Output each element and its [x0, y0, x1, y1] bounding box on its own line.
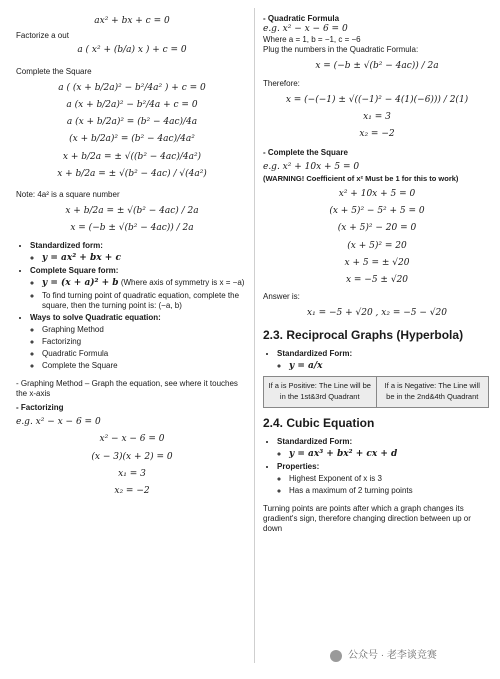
answer-equation: x₁ = −5 + √20 , x₂ = −5 − √20 [307, 308, 447, 319]
factorize-label: Factorize a out [16, 31, 69, 41]
quadratic-bullets [16, 241, 248, 372]
cs-form-eq: y = (x + a)² + b [42, 277, 119, 288]
column-divider [254, 8, 255, 663]
std-form-eq: ◦ y = ax² + bx + c [42, 253, 248, 264]
cs-warning: (WARNING! Coefficient of x² Must be 1 for this to work) [263, 173, 459, 183]
qf-substitution: x = (−(−1) ± √((−1)² − 4(1)(−6))) / 2(1) [285, 94, 469, 105]
after-note-1: x + b/2a = ± √(b² − 4ac) / 2a [65, 206, 199, 216]
way-graphing: ◦ Graphing Method [42, 325, 248, 335]
cubic-std-eq: ◦ y = ax³ + bx² + cx + d [289, 449, 491, 460]
ways-item [30, 313, 248, 371]
cubic-std-item [277, 437, 491, 460]
cubic-props-title: Properties: [277, 461, 320, 471]
qf-example: e.g. x² − x − 6 = 0 [263, 24, 348, 34]
cs-right-step-3: (x + 5)² − 20 = 0 [337, 223, 417, 234]
recip-std-eq: ◦ y = a/x [289, 361, 491, 372]
recip-std-title: Standardized Form: [277, 348, 353, 358]
cs-right-step-1: x² + 10x + 5 = 0 [338, 188, 416, 199]
fact-step-4: x₂ = −2 [114, 486, 150, 496]
cs-step-6: x + b/2a = ± √(b² − 4ac) / √(4a²) [57, 168, 207, 179]
equation-factor: a ( x² + (b/a) x ) + c = 0 [77, 45, 187, 56]
ways-title: Ways to solve Quadratic equation: [30, 313, 161, 322]
section-cubic-title: 2.4. Cubic Equation [263, 415, 375, 430]
answer-label: Answer is: [263, 292, 300, 302]
cs-form-eq-note: (Where axis of symmetry is x = −a) [120, 277, 245, 287]
cs-right-example: e.g. x² + 10x + 5 = 0 [263, 162, 360, 173]
fact-step-2: (x − 3)(x + 2) = 0 [91, 451, 173, 462]
cs-step-1: a ( (x + b/2a)² − b²/4a² ) + c = 0 [58, 82, 206, 93]
cs-step-5: x + b/2a = ± √((b² − 4ac)/4a²) [62, 151, 202, 162]
qf-plug: Plug the numbers in the Quadratic Formula: [263, 45, 419, 55]
cubic-bullets [263, 437, 491, 496]
way-complete-square: ◦ Complete the Square [42, 361, 248, 371]
wechat-icon [330, 650, 342, 662]
factorizing-example: e.g. x² − x − 6 = 0 [16, 417, 101, 427]
std-form-title: Standardized form: [30, 240, 103, 250]
turning-points-text: Turning points are points after which a graph changes its gradient's sign, therefore changing direction between up or down [263, 503, 471, 533]
cs-form-eq-item [42, 278, 248, 289]
reciprocal-bullets [263, 349, 491, 372]
factorizing-title: - Factorizing [16, 403, 64, 412]
cs-step-4: (x + b/2a)² = (b² − 4ac)/4a² [69, 134, 195, 145]
qf-therefore: Therefore: [263, 78, 300, 88]
cs-turning-point: ◦ To find turning point of quadratic equation, complete the square, then the turning point is: (−a, b) [42, 291, 248, 311]
qf-where: Where a = 1, b = −1, c = −6 [263, 35, 361, 45]
fact-step-3: x₁ = 3 [118, 468, 146, 479]
complete-square-label: Complete the Square [16, 66, 92, 76]
cs-step-2: a (x + b/2a)² − b²/4a + c = 0 [66, 99, 198, 110]
cs-right-step-6: x = −5 ± √20 [345, 275, 409, 286]
table-cell-negative: If a is Negative: The Line will be in the 2nd&4th Quadrant [376, 377, 489, 407]
cubic-prop-2: ◦ Has a maximum of 2 turning points [289, 486, 491, 496]
table-cell-positive: If a is Positive: The Line will be in the 1st&3rd Quadrant [264, 377, 376, 407]
cs-right-title: - Complete the Square [263, 148, 348, 158]
equation-main: ax² + bx + c = 0 [94, 16, 170, 26]
cs-right-step-2: (x + 5)² − 5² + 5 = 0 [329, 206, 425, 217]
cs-form-title: Complete Square form: [30, 265, 119, 275]
way-factorizing: ◦ Factorizing [42, 337, 248, 347]
qf-title: - Quadratic Formula [263, 14, 340, 23]
after-note-2: x = (−b ± √(b² − 4ac)) / 2a [70, 223, 194, 234]
qf-x2: x₂ = −2 [359, 129, 395, 139]
cs-right-step-4: (x + 5)² = 20 [347, 240, 407, 251]
graphing-method-text: - Graphing Method – Graph the equation, see where it touches the x-axis [16, 379, 238, 398]
section-reciprocal-title: 2.3. Reciprocal Graphs (Hyperbola) [263, 327, 464, 342]
std-form-item [30, 241, 248, 264]
way-quadratic-formula: ◦ Quadratic Formula [42, 349, 248, 359]
cs-step-3: a (x + b/2a)² = (b² − 4ac)/4a [66, 117, 198, 127]
right-column [263, 14, 491, 538]
fact-step-1: x² − x − 6 = 0 [99, 434, 165, 445]
cs-form-item [30, 266, 248, 311]
qf-formula: x = (−b ± √(b² − 4ac)) / 2a [315, 61, 439, 72]
cubic-prop-1: ◦ Highest Exponent of x is 3 [289, 474, 491, 484]
reciprocal-table [263, 376, 489, 408]
qf-x1: x₁ = 3 [363, 111, 391, 122]
cubic-props-item [277, 462, 491, 496]
recip-std-item [277, 349, 491, 372]
note-square: Note: 4a² is a square number [16, 190, 120, 199]
watermark-text: 公众号 · 老李谈竞赛 [348, 650, 437, 661]
cubic-std-title: Standardized Form: [277, 436, 353, 446]
cs-right-step-5: x + 5 = ± √20 [344, 257, 410, 268]
left-column [16, 14, 248, 503]
watermark [330, 650, 437, 663]
